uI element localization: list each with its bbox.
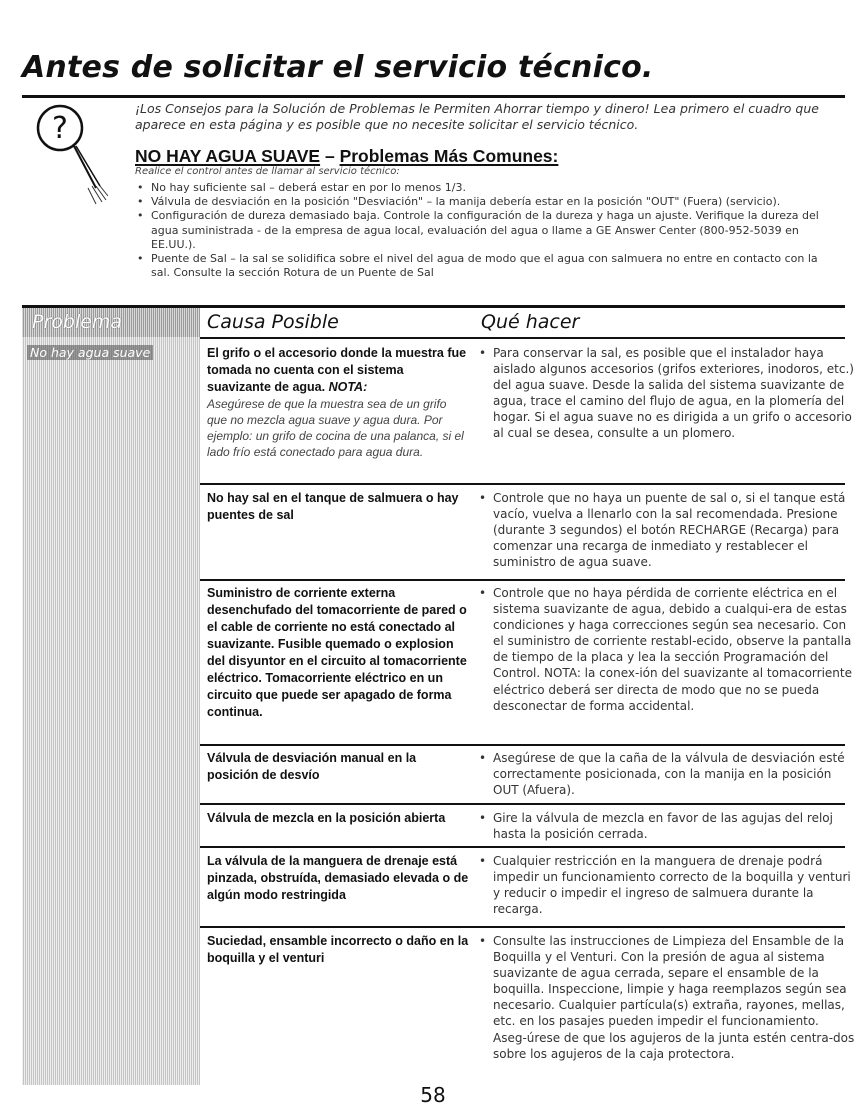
row-divider bbox=[200, 803, 845, 805]
action-cell: • Cualquier restricción en la manguera de drenaje podrá impedir un funcionamiento correcto de la boquilla y venturi y reducir o impedir el ingreso de salmuera durante la recarga. bbox=[479, 853, 855, 917]
page-title: Antes de solicitar el servicio técnico. bbox=[22, 50, 654, 85]
column-header-action: Qué hacer bbox=[481, 311, 580, 333]
list-item: • Puente de Sal – la sal se solidifica sobre el nivel del agua de modo que el agua con salmuera no entre en contacto con la sal. Consulte la sección Rotura de un Puente de Sal bbox=[135, 252, 835, 280]
table-row bbox=[200, 810, 845, 846]
intro-text: ¡Los Consejos para la Solución de Problemas le Permiten Ahorrar tiempo y dinero! Lea primero el cuadro que aparece en esta página y es posible que no necesite solicitar el servicio técnico. bbox=[135, 101, 819, 132]
action-cell: • Consulte las instrucciones de Limpieza del Ensamble de la Boquilla y el Venturi. Con la presión de agua al sistema suavizante de agua cerrada, separe el ensamble de la boquilla. Inspeccione, limpie y haga reemplazos según sea necesario. Cualquier partícula(s) extraña, rayones, mellas, etc. en los pasajes pueden impedir el funcionamiento. Aseg-úrese de que los agujeros de la junta estén centra-dos sobre los agujeros de la caja protectora. bbox=[479, 933, 855, 1062]
table-row bbox=[200, 490, 845, 580]
cause-text: El grifo o el accesorio donde la muestra fue tomada no cuenta con el sistema suavizante de agua. bbox=[207, 346, 467, 394]
svg-text:?: ? bbox=[52, 111, 68, 146]
list-item: • No hay suficiente sal – deberá estar en por lo menos 1/3. bbox=[135, 181, 835, 195]
row-divider bbox=[200, 579, 845, 581]
row-divider bbox=[200, 483, 845, 485]
header-divider bbox=[200, 337, 845, 339]
cause-cell: La válvula de la manguera de drenaje está pinzada, obstruída, demasiado elevada o de algún modo restringida bbox=[207, 854, 469, 902]
note-label: NOTA: bbox=[328, 380, 368, 394]
table-row bbox=[200, 853, 851, 923]
subheading-separator: – bbox=[320, 146, 340, 166]
subheading-common-problems: Problemas Más Comunes: bbox=[339, 146, 559, 166]
page-number: 58 bbox=[420, 1083, 446, 1107]
note-body: Asegúrese de que la muestra sea de un grifo que no mezcla agua suave y agua dura. Por ejemplo: un grifo de cocina de una palanca, si el lado frío está conectado para agua dura. bbox=[207, 397, 464, 459]
row-divider bbox=[200, 926, 845, 928]
table-row bbox=[200, 933, 855, 1083]
subheading-no-soft-water: NO HAY AGUA SUAVE bbox=[135, 146, 321, 166]
cause-cell: Válvula de desviación manual en la posición de desvío bbox=[207, 751, 417, 782]
action-cell: • Para conservar la sal, es posible que el instalador haya aislado algunos accesorios (grifos exteriores, inodoros, etc.) del agua suave. Desde la salida del sistema suavizante de agua, trace el camino del flujo de agua, en la plomería del hogar. Si el agua suave no es dirigida a un grifo o accesorio al cual se desea, consulte a un plomero. bbox=[479, 345, 855, 442]
action-cell: • Controle que no haya un puente de sal o, si el tanque está vacío, vuelva a llenarlo con la sal recomendada. Presione (durante 3 segundos) el botón RECHARGE (Recarga) para comenzar una recarga de inmediato y restablecer el suministro de agua suave. bbox=[479, 490, 855, 570]
table-row bbox=[200, 750, 845, 802]
column-header-problem: Problema bbox=[32, 311, 123, 333]
question-mark-icon bbox=[22, 102, 108, 212]
list-item: • Válvula de desviación en la posición "Desviación" – la manija debería estar en la posición "OUT" (Fuera) (servicio). bbox=[135, 195, 835, 209]
action-cell: • Gire la válvula de mezcla en favor de las agujas del reloj hasta la posición cerrada. bbox=[479, 810, 855, 842]
column-header-cause: Causa Posible bbox=[207, 311, 339, 333]
table-row bbox=[200, 585, 852, 745]
problem-column-shading bbox=[22, 308, 200, 1085]
action-cell: • Asegúrese de que la caña de la válvula de desviación esté correctamente posicionada, con la manija en la posición OUT (Afuera). bbox=[479, 750, 855, 798]
cause-cell: Suciedad, ensamble incorrecto o daño en la boquilla y el venturi bbox=[207, 934, 469, 965]
problem-label: No hay agua suave bbox=[27, 345, 153, 360]
action-cell: • Controle que no haya pérdida de corriente eléctrica en el sistema suavizante de agua, debido a cualqui-era de estas condiciones y haga correcciones según sea necesario. Con el suministro de corriente restabl-ecido, observe la pantalla de tiempo de la placa y lea la sección Programación del Control. NOTA: la conex-ión del suavizante al tomacorriente eléctrico deberá ser directa de modo que no se pueda desconectar de forma accidental. bbox=[479, 585, 855, 714]
cause-cell: Válvula de mezcla en la posición abierta bbox=[207, 811, 446, 825]
table-row bbox=[200, 345, 854, 485]
list-item: • Configuración de dureza demasiado baja. Controle la configuración de la dureza y haga un ajuste. Verifique la dureza del agua suministrada - de la empresa de agua local, evaluación del agua o llame a GE Answer Center (800-952-5039 en EE.UU.). bbox=[135, 209, 835, 252]
row-divider bbox=[200, 846, 845, 848]
title-divider bbox=[22, 95, 845, 98]
precheck-note: Realice el control antes de llamar al servicio técnico: bbox=[135, 166, 400, 177]
row-divider bbox=[200, 744, 845, 746]
cause-cell bbox=[207, 345, 469, 460]
section-subheading bbox=[135, 146, 558, 167]
cause-cell: No hay sal en el tanque de salmuera o hay puentes de sal bbox=[207, 491, 459, 522]
common-problems-list bbox=[135, 181, 835, 280]
cause-cell: Suministro de corriente externa desenchufado del tomacorriente de pared o el cable de corriente no está conectado al suavizante. Fusible quemado o explosion del disyuntor en el circuito al tomacorriente eléctrico. Tomacorriente eléctrico en un circuito que puede ser apagado de forma continua. bbox=[207, 586, 467, 719]
